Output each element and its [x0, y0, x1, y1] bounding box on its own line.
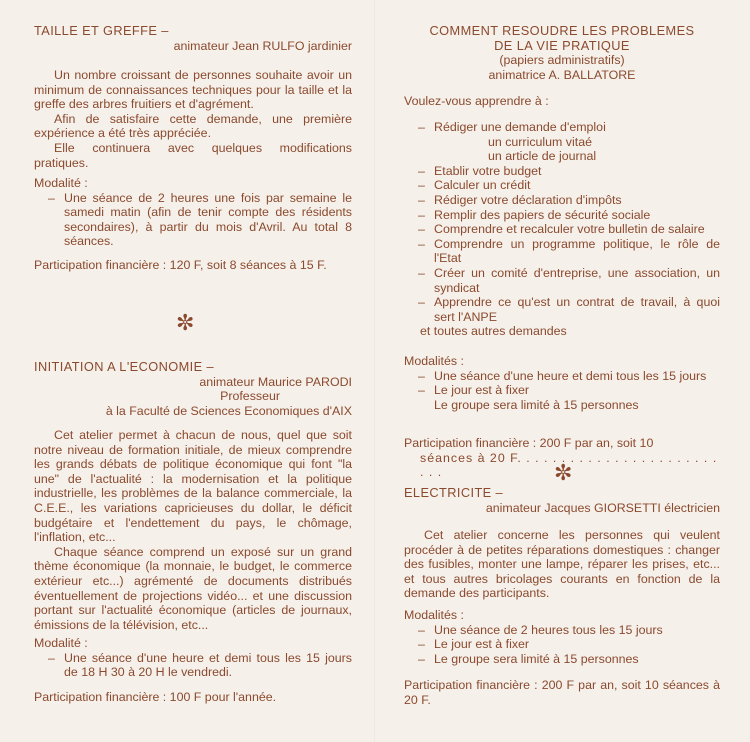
electricite-description	[404, 528, 720, 601]
pratique-modalites	[404, 354, 720, 412]
paragraph: Chaque séance comprend un exposé sur un grand thème économique (la monnaie, le budget, le commerce extérieur etc...) agrémenté de documents distribués éventuellement de projections vidéo... et une discussion portant sur l'actualité économique (articles de journaux, émissions de la télévision, etc...	[34, 544, 352, 632]
list-item: – Une séance d'une heure et demi tous les 15 jours de 18 H 30 à 20 H le vendredi.	[48, 650, 352, 680]
animator-line: animateur Jacques GIORSETTI électricien	[485, 500, 720, 515]
participation-line: Participation financière : 200 F par an, soit 10	[404, 436, 654, 450]
section-taille-greffe	[34, 24, 352, 53]
section-title-line: DE LA VIE PRATIQUE	[494, 37, 630, 53]
electricite-participation	[404, 678, 720, 707]
modalite-label: Modalité :	[34, 636, 88, 650]
list-item: – Le jour est à fixer	[418, 383, 530, 398]
economie-participation	[34, 690, 352, 705]
section-electricite	[404, 486, 720, 515]
modalites-label: Modalités :	[404, 608, 464, 622]
electricite-modalites	[404, 608, 720, 666]
paragraph: Afin de satisfaire cette demande, une première expérience a été très appréciée.	[34, 111, 352, 141]
list-item: – Etablir votre budget	[418, 163, 542, 178]
taille-description	[34, 68, 352, 170]
modalites-label: Modalités :	[404, 354, 464, 368]
list-item: – Comprendre un programme politique, le rôle de l'Etat	[418, 236, 720, 266]
participation-text: Participation financière : 100 F pour l'année.	[34, 690, 277, 704]
list-closing: et toutes autres demandes	[420, 324, 567, 339]
section-subtitle: (papiers administratifs)	[499, 53, 625, 68]
list-item: – Le groupe sera limité à 15 personnes	[418, 651, 639, 666]
modalite-list	[34, 191, 352, 249]
list-subitem: un article de journal	[488, 149, 597, 164]
list-item: – Une séance de 2 heures une fois par semaine le samedi matin (afin de tenir compte des résidents secondaires), à partir du mois d'Avril. Au total 8 séances.	[48, 190, 352, 249]
pratique-intro	[404, 94, 720, 109]
list-item: – Comprendre et recalculer votre bulletin de salaire	[418, 222, 705, 237]
list-item: – Le jour est à fixer	[418, 637, 530, 652]
paragraph: Elle continuera avec quelques modifications pratiques.	[34, 140, 352, 170]
modalite-list	[34, 651, 352, 680]
participation-text: Participation financière : 200 F par an, soit 10 séances à 20 F.	[404, 678, 720, 707]
list-item: – Calculer un crédit	[418, 178, 531, 193]
participation-line: séances à 20 F. . . . . . . . . . . . . . . . . . . . . . . . . .	[420, 450, 718, 480]
section-vie-pratique	[404, 24, 720, 82]
page-fold	[374, 0, 376, 742]
intro-text: Voulez-vous apprendre à :	[404, 94, 549, 108]
section-title-line: COMMENT RESOUDRE LES PROBLEMES	[429, 23, 695, 38]
asterisk-ornament-icon: ✼	[554, 460, 573, 485]
animator-line: animateur Maurice PARODI	[199, 374, 352, 389]
section-title: ELECTRICITE –	[404, 485, 504, 500]
list-item: – Apprendre ce qu'est un contrat de travail, à quoi sert l'ANPE	[418, 295, 720, 324]
taille-modalite	[34, 176, 352, 249]
section-title: INITIATION A L'ECONOMIE –	[34, 359, 215, 374]
list-item: – Créer un comité d'entreprise, une association, un syndicat	[418, 265, 720, 295]
paragraph: Un nombre croissant de personnes souhaite avoir un minimum de connaissances techniques pour la taille et la greffe des arbres fruitiers et d'agrément.	[34, 68, 352, 112]
taille-participation	[34, 258, 352, 273]
economie-modalite	[34, 636, 352, 680]
list-subitem: un curriculum vitaé	[488, 134, 592, 149]
section-title: TAILLE ET GREFFE –	[34, 23, 169, 38]
animator-affiliation: à la Faculté de Sciences Economiques d'AIX	[105, 403, 352, 418]
list-item: – Une séance de 2 heures tous les 15 jours	[418, 622, 663, 637]
animator-title: Professeur	[220, 389, 280, 404]
pratique-list	[404, 120, 720, 339]
animator-line: animatrice A. BALLATORE	[488, 67, 636, 82]
participation-text: Participation financière : 120 F, soit 8 séances à 15 F.	[34, 258, 327, 272]
paragraph: Cet atelier permet à chacun de nous, quel que soit notre niveau de formation initiale, de mieux comprendre les grands débats de politique économique qui font "la une" de l'actualité : la modernisation et la politique industrielle, les problèmes de la balance commerciale, la C.E.E., les variations capricieuses du dollar, le déficit budgétaire et l'endettement du pays, le chômage, l'inflation, etc...	[34, 428, 352, 545]
animator-line: animateur Jean RULFO jardinier	[173, 38, 352, 53]
list-item: – Remplir des papiers de sécurité sociale	[418, 207, 651, 222]
modalite-label: Modalité :	[34, 176, 88, 190]
section-economie	[34, 360, 352, 418]
list-item: – Rédiger votre déclaration d'impôts	[418, 192, 622, 207]
list-item: – Rédiger une demande d'emploi	[418, 120, 606, 134]
economie-description	[34, 428, 352, 632]
list-item: – Une séance d'une heure et demi tous les 15 jours	[418, 368, 707, 383]
asterisk-ornament-icon: ✼	[176, 310, 195, 335]
group-limit-note: Le groupe sera limité à 15 personnes	[434, 397, 639, 412]
paragraph: Cet atelier concerne les personnes qui veulent procéder à de petites réparations domestiques : changer des fusibles, monter une lampe, réparer les prises, etc... et tous autres bricolages courants en fonction de la demande des participants.	[404, 528, 720, 601]
